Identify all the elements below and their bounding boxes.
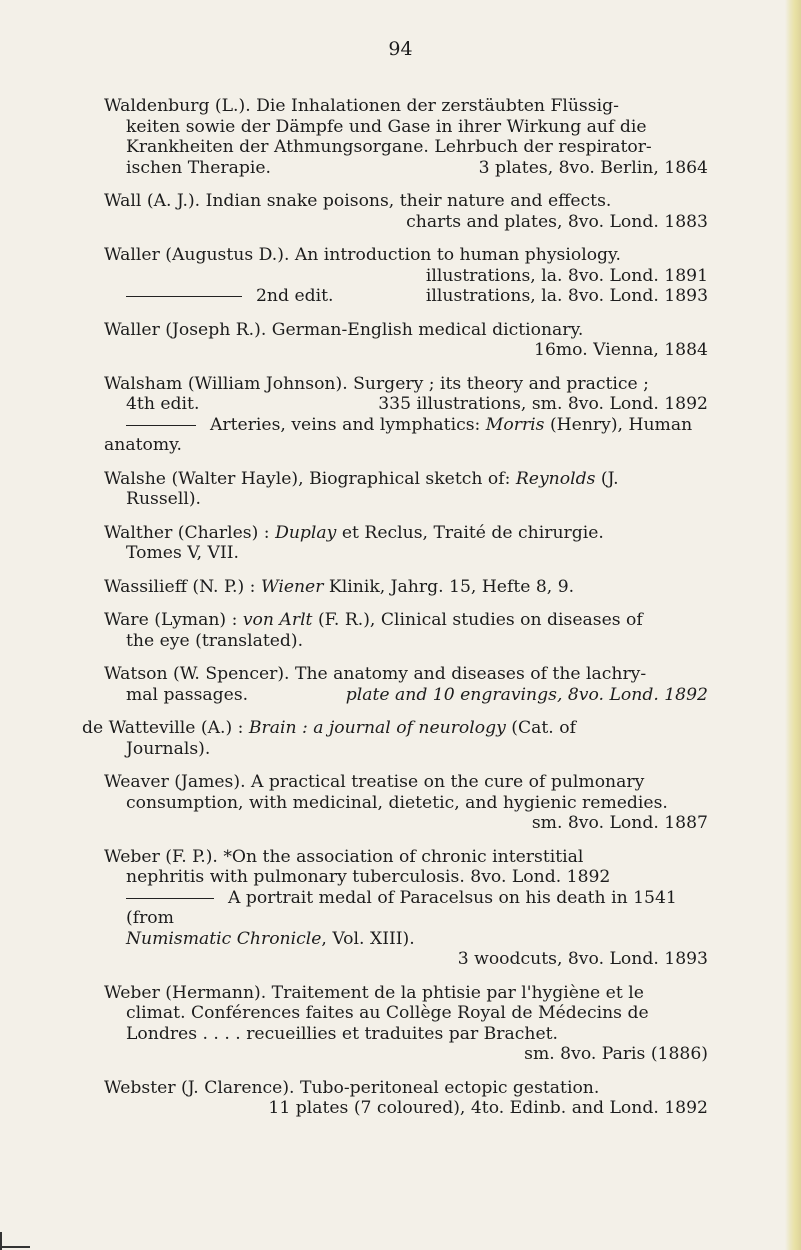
entry-wassilieff [104, 577, 708, 598]
entry-text: (Cat. of [511, 718, 576, 738]
entry-text: ischen Therapie. [126, 157, 272, 178]
entry-italic: Reynolds [515, 468, 596, 489]
entry-line: climat. Conférences faites au Collège Royal de Médecins de [126, 1003, 649, 1023]
entry-text: , Vol. XIII). [321, 928, 415, 949]
entry-imprint: sm. 8vo. Lond. 1887 [531, 813, 708, 833]
entry-line: Weber (F. P.). *On the association of chronic interstitial [104, 846, 584, 867]
entry-line: Waldenburg (L.). Die Inhalationen der zerstäubten Flüssig- [104, 96, 619, 116]
entry-line: anatomy. [104, 435, 183, 455]
entry-line [126, 929, 708, 950]
entry-text: Walshe (Walter Hayle), Biographical sketch of: [104, 468, 511, 489]
entry-imprint: plate and 10 engravings, 8vo. Lond. 1892 [345, 684, 708, 705]
entry-ware [104, 610, 708, 651]
entry-text: Wassilieff (N. P.) : [104, 576, 256, 597]
entry-line: Waller (Joseph R.). German-English medical dictionary. [104, 319, 584, 340]
ditto-dash [126, 425, 196, 426]
entry-line: Tomes V, VII. [126, 543, 240, 563]
entry-line [126, 415, 708, 436]
entry-line [104, 522, 708, 544]
ditto-dash [126, 898, 214, 899]
entry-text: (Henry), Human [549, 414, 693, 435]
entry-line: nephritis with pulmonary tuberculosis. 8vo. Lond. 1892 [126, 867, 611, 887]
entry-waller-augustus [104, 245, 708, 307]
entry-watson [104, 664, 708, 705]
entry-line: Russell). [126, 489, 201, 509]
entry-italic: Duplay [275, 522, 337, 543]
entry-text: A portrait medal of Paracelsus on his death in 1541 (from [126, 887, 677, 928]
entry-line: Londres . . . . recueillies et traduites par Brachet. [126, 1023, 559, 1044]
entry-line: Webster (J. Clarence). Tubo-peritoneal ectopic gestation. [104, 1077, 600, 1098]
entry-imprint: sm. 8vo. Paris (1886) [524, 1044, 708, 1064]
entry-wall [104, 191, 708, 232]
entry-walsham [104, 374, 708, 456]
corner-mark-horizontal [0, 1246, 30, 1248]
entry-line: Waller (Augustus D.). An introduction to human physiology. [104, 245, 621, 265]
entry-imprint: 3 plates, 8vo. Berlin, 1864 [478, 157, 708, 178]
entry-line [104, 576, 708, 598]
entry-text: 4th edit. [126, 394, 200, 414]
entry-text: de Watteville (A.) : [82, 718, 244, 738]
entry-line: consumption, with medicinal, dietetic, and hygienic remedies. [126, 792, 668, 813]
entry-imprint: illustrations, la. 8vo. Lond. 1893 [425, 286, 708, 306]
entry-italic: Brain : a journal of neurology [248, 718, 506, 738]
entry-line [104, 610, 708, 631]
entry-line [126, 685, 708, 706]
entry-line: keiten sowie der Dämpfe und Gase in ihrer Wirkung auf die [126, 116, 647, 137]
entry-line [82, 718, 708, 739]
ditto-dash [126, 296, 242, 297]
entry-line: Watson (W. Spencer). The anatomy and diseases of the lachry- [104, 664, 647, 684]
entry-imprint: 335 illustrations, sm. 8vo. Lond. 1892 [378, 394, 708, 414]
entry-text: Klinik, Jahrg. 15, Hefte 8, 9. [328, 576, 575, 597]
entry-imprint: 11 plates (7 coloured), 4to. Edinb. and Lond. 1892 [268, 1098, 708, 1118]
bibliography-list [82, 96, 708, 1132]
entry-text: (J. [600, 468, 619, 489]
entry-text: Arteries, veins and lymphatics: [210, 414, 481, 435]
entry-text: 2nd edit. [256, 286, 334, 306]
entry-weber-fp [104, 847, 708, 970]
entry-line [104, 468, 708, 490]
entry-text: Ware (Lyman) : [104, 610, 238, 630]
entry-weaver [104, 772, 708, 834]
entry-walther [104, 523, 708, 564]
entry-line: Krankheiten der Athmungsorgane. Lehrbuch der respirator- [126, 137, 652, 157]
entry-italic: Wiener [260, 576, 324, 597]
entry-line [126, 158, 708, 179]
entry-text: mal passages. [126, 684, 249, 705]
entry-imprint: illustrations, la. 8vo. Lond. 1891 [425, 265, 708, 286]
entry-italic: von Arlt [242, 610, 313, 630]
entry-text: Walther (Charles) : [104, 522, 270, 543]
entry-line: the eye (translated). [126, 630, 304, 651]
entry-watteville [82, 718, 708, 759]
entry-text: et Reclus, Traité de chirurgie. [341, 522, 604, 543]
entry-line [126, 888, 708, 929]
entry-walshe [104, 469, 708, 510]
entry-imprint: 16mo. Vienna, 1884 [534, 340, 708, 360]
entry-italic: Numismatic Chronicle [126, 928, 322, 949]
entry-imprint: charts and plates, 8vo. Lond. 1883 [406, 211, 708, 232]
entry-line [126, 286, 708, 307]
entry-italic: Morris [485, 414, 545, 435]
entry-line [126, 394, 708, 415]
entry-line: Wall (A. J.). Indian snake poisons, their nature and effects. [104, 191, 612, 211]
entry-waldenburg [104, 96, 708, 178]
entry-waller-joseph [104, 320, 708, 361]
entry-webster [104, 1078, 708, 1119]
entry-imprint: 3 woodcuts, 8vo. Lond. 1893 [457, 949, 708, 969]
entry-line: Journals). [126, 738, 211, 759]
entry-line: Weaver (James). A practical treatise on the cure of pulmonary [104, 772, 645, 792]
entry-line: Walsham (William Johnson). Surgery ; its theory and practice ; [104, 373, 649, 394]
entry-weber-hermann [104, 983, 708, 1065]
entry-text: (F. R.), Clinical studies on diseases of [317, 610, 643, 630]
page-number: 94 [388, 38, 413, 60]
page-edge-shadow [785, 0, 801, 1250]
entry-line: Weber (Hermann). Traitement de la phtisie par l'hygiène et le [104, 982, 644, 1003]
